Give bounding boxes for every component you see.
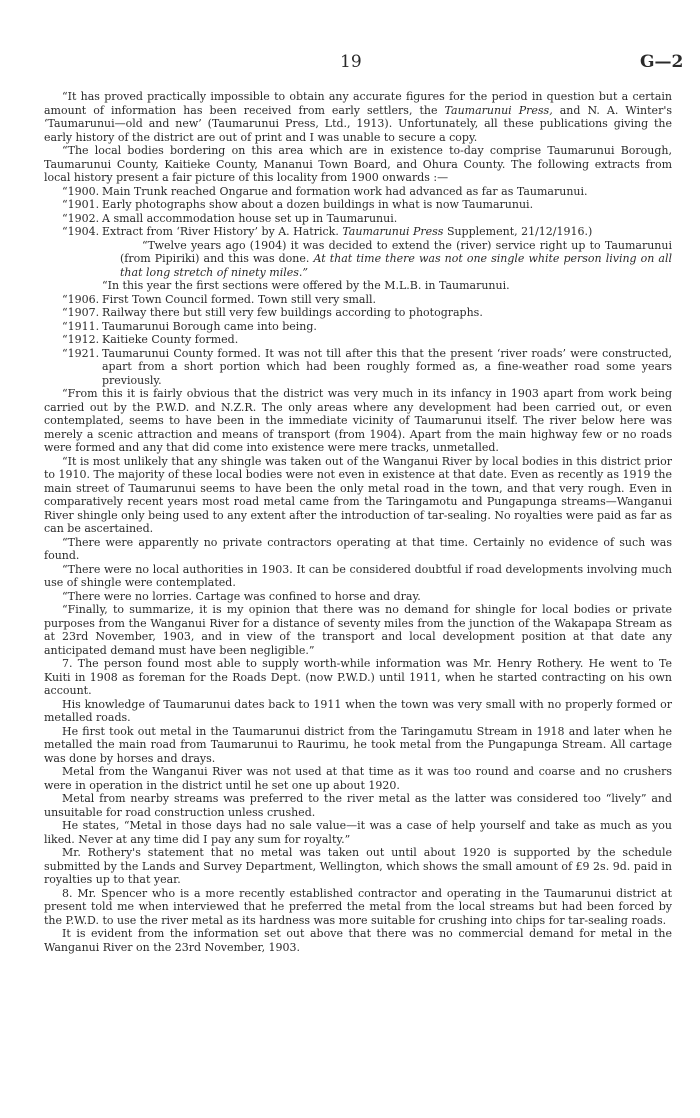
paragraph: 7. The person found most able to supply worth-while information was Mr. Henry Rothery. He went to Te Kuiti in 1908 as foreman for the Roads Dept. (now P.W.D.) until 1911, when he started contracting on his own account. — [44, 657, 672, 697]
history-entry: “1902. A small accommodation house set up in Taumarunui. — [62, 211, 398, 225]
paragraph: “There were apparently no private contractors operating at that time. Certainly no evidence of such was found. — [44, 535, 672, 562]
river-history-quote: “Twelve years ago (1904) it was decided to extend the (river) service right up to Taumarunui (from Pipiriki) and this was done. At that time there was not one single white person living on all that long stretch of ninety miles.” — [120, 238, 672, 279]
page-number: 19 — [340, 52, 362, 72]
paragraph: “It has proved practically impossible to obtain any accurate figures for the period in question but a certain amount of information has been received from early settlers, the Taumarunui Press, and N. A. Winter's ‘Taumarunui—old and new’ (Taumarunui Press, Ltd., 1913). Unfortunately, all these publications giving the early history of the district are out of print and I was unable to secure a copy. — [44, 90, 672, 144]
paragraph: Metal from nearby streams was preferred to the river metal as the latter was considered too “lively” and unsuitable for road construction unless crushed. — [44, 792, 672, 819]
paragraph: “The local bodies bordering on this area which are in existence to-day comprise Taumarunui Borough, Taumarunui County, Kaitieke County, Mananui Town Board, and Ohura County. The following extracts from local history present a fair picture of this locality from 1900 onwards :— — [44, 144, 672, 184]
paragraph: He states, “Metal in those days had no sale value—it was a case of help yourself and take as much as you liked. Never at any time did I pay any sum for royalty.” — [44, 819, 672, 846]
paragraph: It is evident from the information set out above that there was no commercial demand for metal in the Wanganui River on the 23rd November, 1903. — [44, 927, 672, 954]
paragraph: Mr. Rothery's statement that no metal was taken out until about 1920 is supported by the schedule submitted by the Lands and Survey Department, Wellington, which shows the small amount of £9 2s. 9d. paid in royalties up to that year. — [44, 846, 672, 886]
paragraph: He first took out metal in the Taumarunui district from the Taringamutu Stream in 1918 and later when he metalled the main road from Taumarunui to Raurimu, he took metal from the Pungapunga Stream. All cartage was done by horses and drays. — [44, 724, 672, 765]
paragraph: “Finally, to summarize, it is my opinion that there was no demand for shingle for local bodies or private purposes from the Wanganui River for a distance of seventy miles from the junction of the Wakapapa Stream as at 23rd November, 1903, and in view of the transport and local development position at that date any anticipated demand must have been negligible.” — [44, 603, 672, 657]
history-entry: “1901. Early photographs show about a dozen buildings in what is now Taumarunui. — [62, 198, 534, 211]
paragraph: His knowledge of Taumarunui dates back to 1911 when the town was very small with no properly formed or metalled roads. — [44, 697, 672, 724]
paragraph: “It is most unlikely that any shingle was taken out of the Wanganui River by local bodies in this district prior to 1910. The majority of these local bodies were not even in existence at that date. Even as recently as 1919 the main street of Taumarunui seems to have been the only metal road in the town, and that very rough. Even in comparatively recent years most road metal came from the Taringamotu and Pungapunga streams—Wanganui River shingle only being used to any extent after the introduction of tar-sealing. No royalties were paid as far as can be ascertained. — [44, 454, 672, 535]
document-code: G—2 — [640, 52, 684, 72]
paragraph: Metal from the Wanganui River was not used at that time as it was too round and coarse and no crushers were in operation in the district until he set one up about 1920. — [44, 765, 672, 792]
history-entry: “1900. Main Trunk reached Ongarue and formation work had advanced as far as Taumarunui. — [62, 184, 588, 198]
history-entry-note: “In this year the first sections were offered by the M.L.B. in Taumarunui. — [102, 279, 510, 292]
paragraph: “From this it is fairly obvious that the district was very much in its infancy in 1903 apart from work being carried out by the P.W.D. and N.Z.R. The only areas where any development had been carried out, or even contemplated, seems to have been in the immediate vicinity of Taumarunui itself. The river below here was merely a scenic attraction and means of transport (from 1904). Apart from the main highway few or no roads were formed and any that did come into existence were mere tracks, unmetalled. — [44, 387, 672, 454]
history-entry: “1912. Kaitieke County formed. — [62, 333, 239, 346]
paragraph: “There were no lorries. Cartage was confined to horse and dray. — [62, 589, 421, 603]
history-entry: “1907. Railway there but still very few buildings according to photographs. — [62, 306, 483, 319]
document-body — [44, 90, 672, 954]
history-entry: “1906. First Town Council formed. Town still very small. — [62, 292, 376, 306]
paragraph: “There were no local authorities in 1903. It can be considered doubtful if road developments involving much use of shingle were contemplated. — [44, 562, 672, 589]
paragraph: 8. Mr. Spencer who is a more recently established contractor and operating in the Taumarunui district at present told me when interviewed that he preferred the metal from the local streams but had been forced by the P.W.D. to use the river metal as its hardness was more suitable for crushing into chips for tar-sealing roads. — [44, 886, 672, 927]
history-entry-1921: “1921. Taumarunui County formed. It was not till after this that the present ‘river roads’ were constructed, apart from a short portion which had been roughly formed as, a fine-weather road some years previously. — [62, 346, 672, 387]
history-entry: “1911. Taumarunui Borough came into being. — [62, 319, 317, 333]
history-entry-1904: “1904. Extract from ‘River History’ by A. Hatrick. Taumarunui Press Supplement, 21/12/1916.) — [62, 225, 593, 238]
